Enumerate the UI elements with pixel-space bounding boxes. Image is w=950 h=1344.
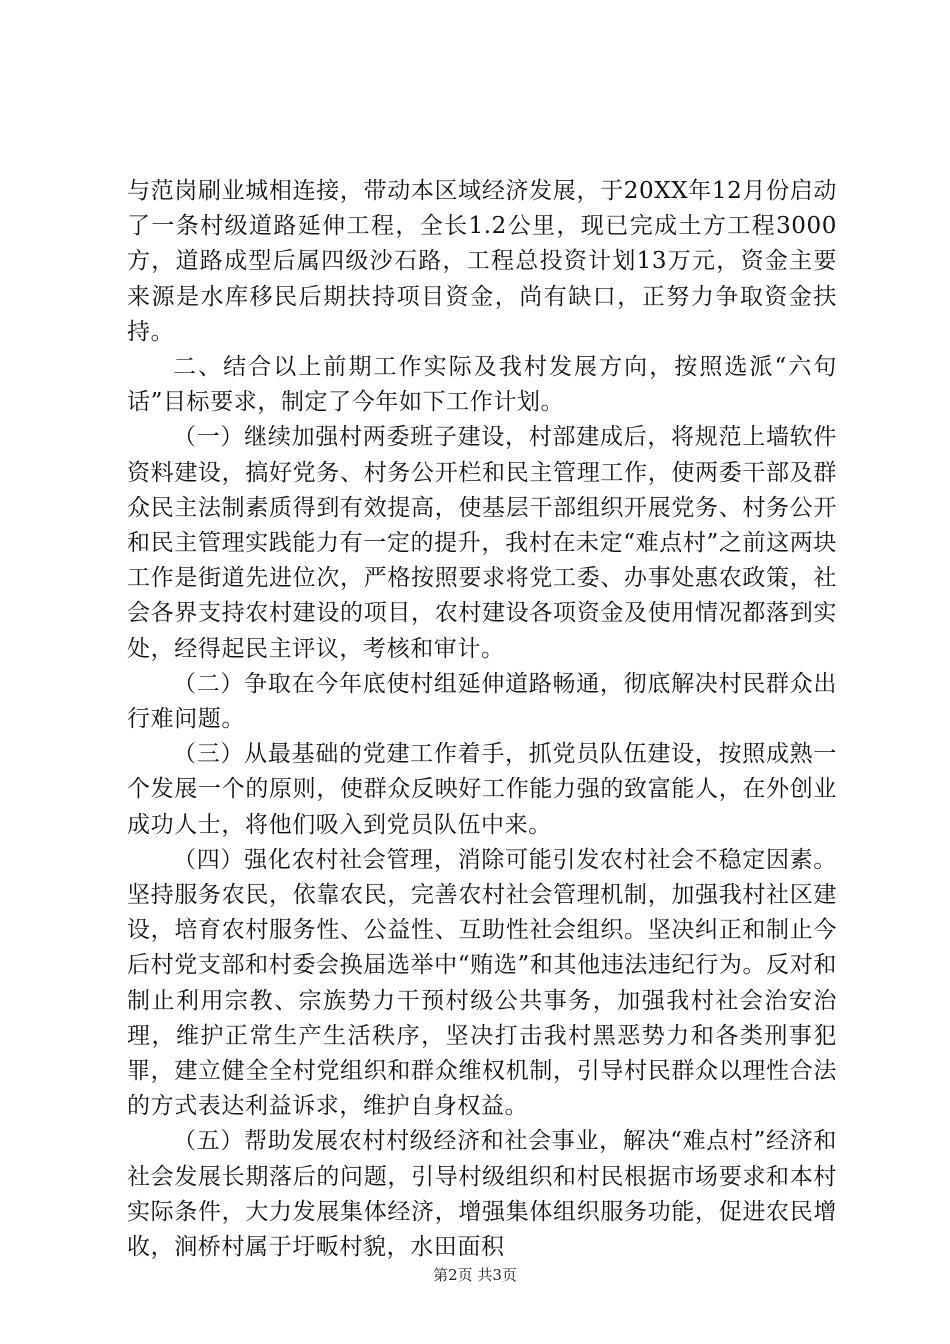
paragraph-1: 与范岗刷业城相连接，带动本区域经济发展，于20XX年12月份启动了一条村级道路延伸工程，全长1.2公里，现已完成土方工程3000方，道路成型后属四级沙石路，工程总投资计划13万元，资金主要来源是水库移民后期扶持项目资金，尚有缺口，正努力争取资金扶持。: [127, 178, 837, 345]
paragraph-7: （五）帮助发展农村村级经济和社会事业，解决“难点村”经济和社会发展长期落后的问题，引导村级组织和村民根据市场要求和本村实际条件，大力发展集体经济，增强集体组织服务功能，促进农民增收，涧桥村属于圩畈村貌，水田面积: [127, 1128, 837, 1261]
page-number-footer: 第2页 共3页: [433, 1266, 517, 1284]
paragraph-4: （二）争取在今年底使村组延伸道路畅通，彻底解决村民群众出行难问题。: [127, 670, 837, 733]
document-body: [127, 174, 837, 1265]
paragraph-2: 二、结合以上前期工作实际及我村发展方向，按照选派“六句话”目标要求，制定了今年如下工作计划。: [127, 354, 837, 416]
paragraph-6: （四）强化农村社会管理，消除可能引发农村社会不稳定因素。坚持服务农民，依靠农民，完善农村社会管理机制，加强我村社区建设，培育农村服务性、公益性、互助性社会组织。坚决纠正和制止今后村党支部和村委会换届选举中“贿选”和其他违法违纪行为。反对和制止利用宗教、宗族势力干预村级公共事务，加强我村社会治安治理，维护正常生产生活秩序，坚决打击我村黑恶势力和各类刑事犯罪，建立健全全村党组织和群众维权机制，引导村民群众以理性合法的方式表达利益诉求，维护自身权益。: [127, 846, 837, 1120]
paragraph-5: （三）从最基础的党建工作着手，抓党员队伍建设，按照成熟一个发展一个的原则，使群众反映好工作能力强的致富能人，在外创业成功人士，将他们吸入到党员队伍中来。: [127, 741, 837, 838]
paragraph-3: （一）继续加强村两委班子建设，村部建成后，将规范上墙软件资料建设，搞好党务、村务公开栏和民主管理工作，使两委干部及群众民主法制素质得到有效提高，使基层干部组织开展党务、村务公开和民主管理实践能力有一定的提升，我村在未定“难点村”之前这两块工作是街道先进位次，严格按照要求将党工委、办事处惠农政策，社会各界支持农村建设的项目，农村建设各项资金及使用情况都落到实处，经得起民主评议，考核和审计。: [127, 424, 837, 662]
